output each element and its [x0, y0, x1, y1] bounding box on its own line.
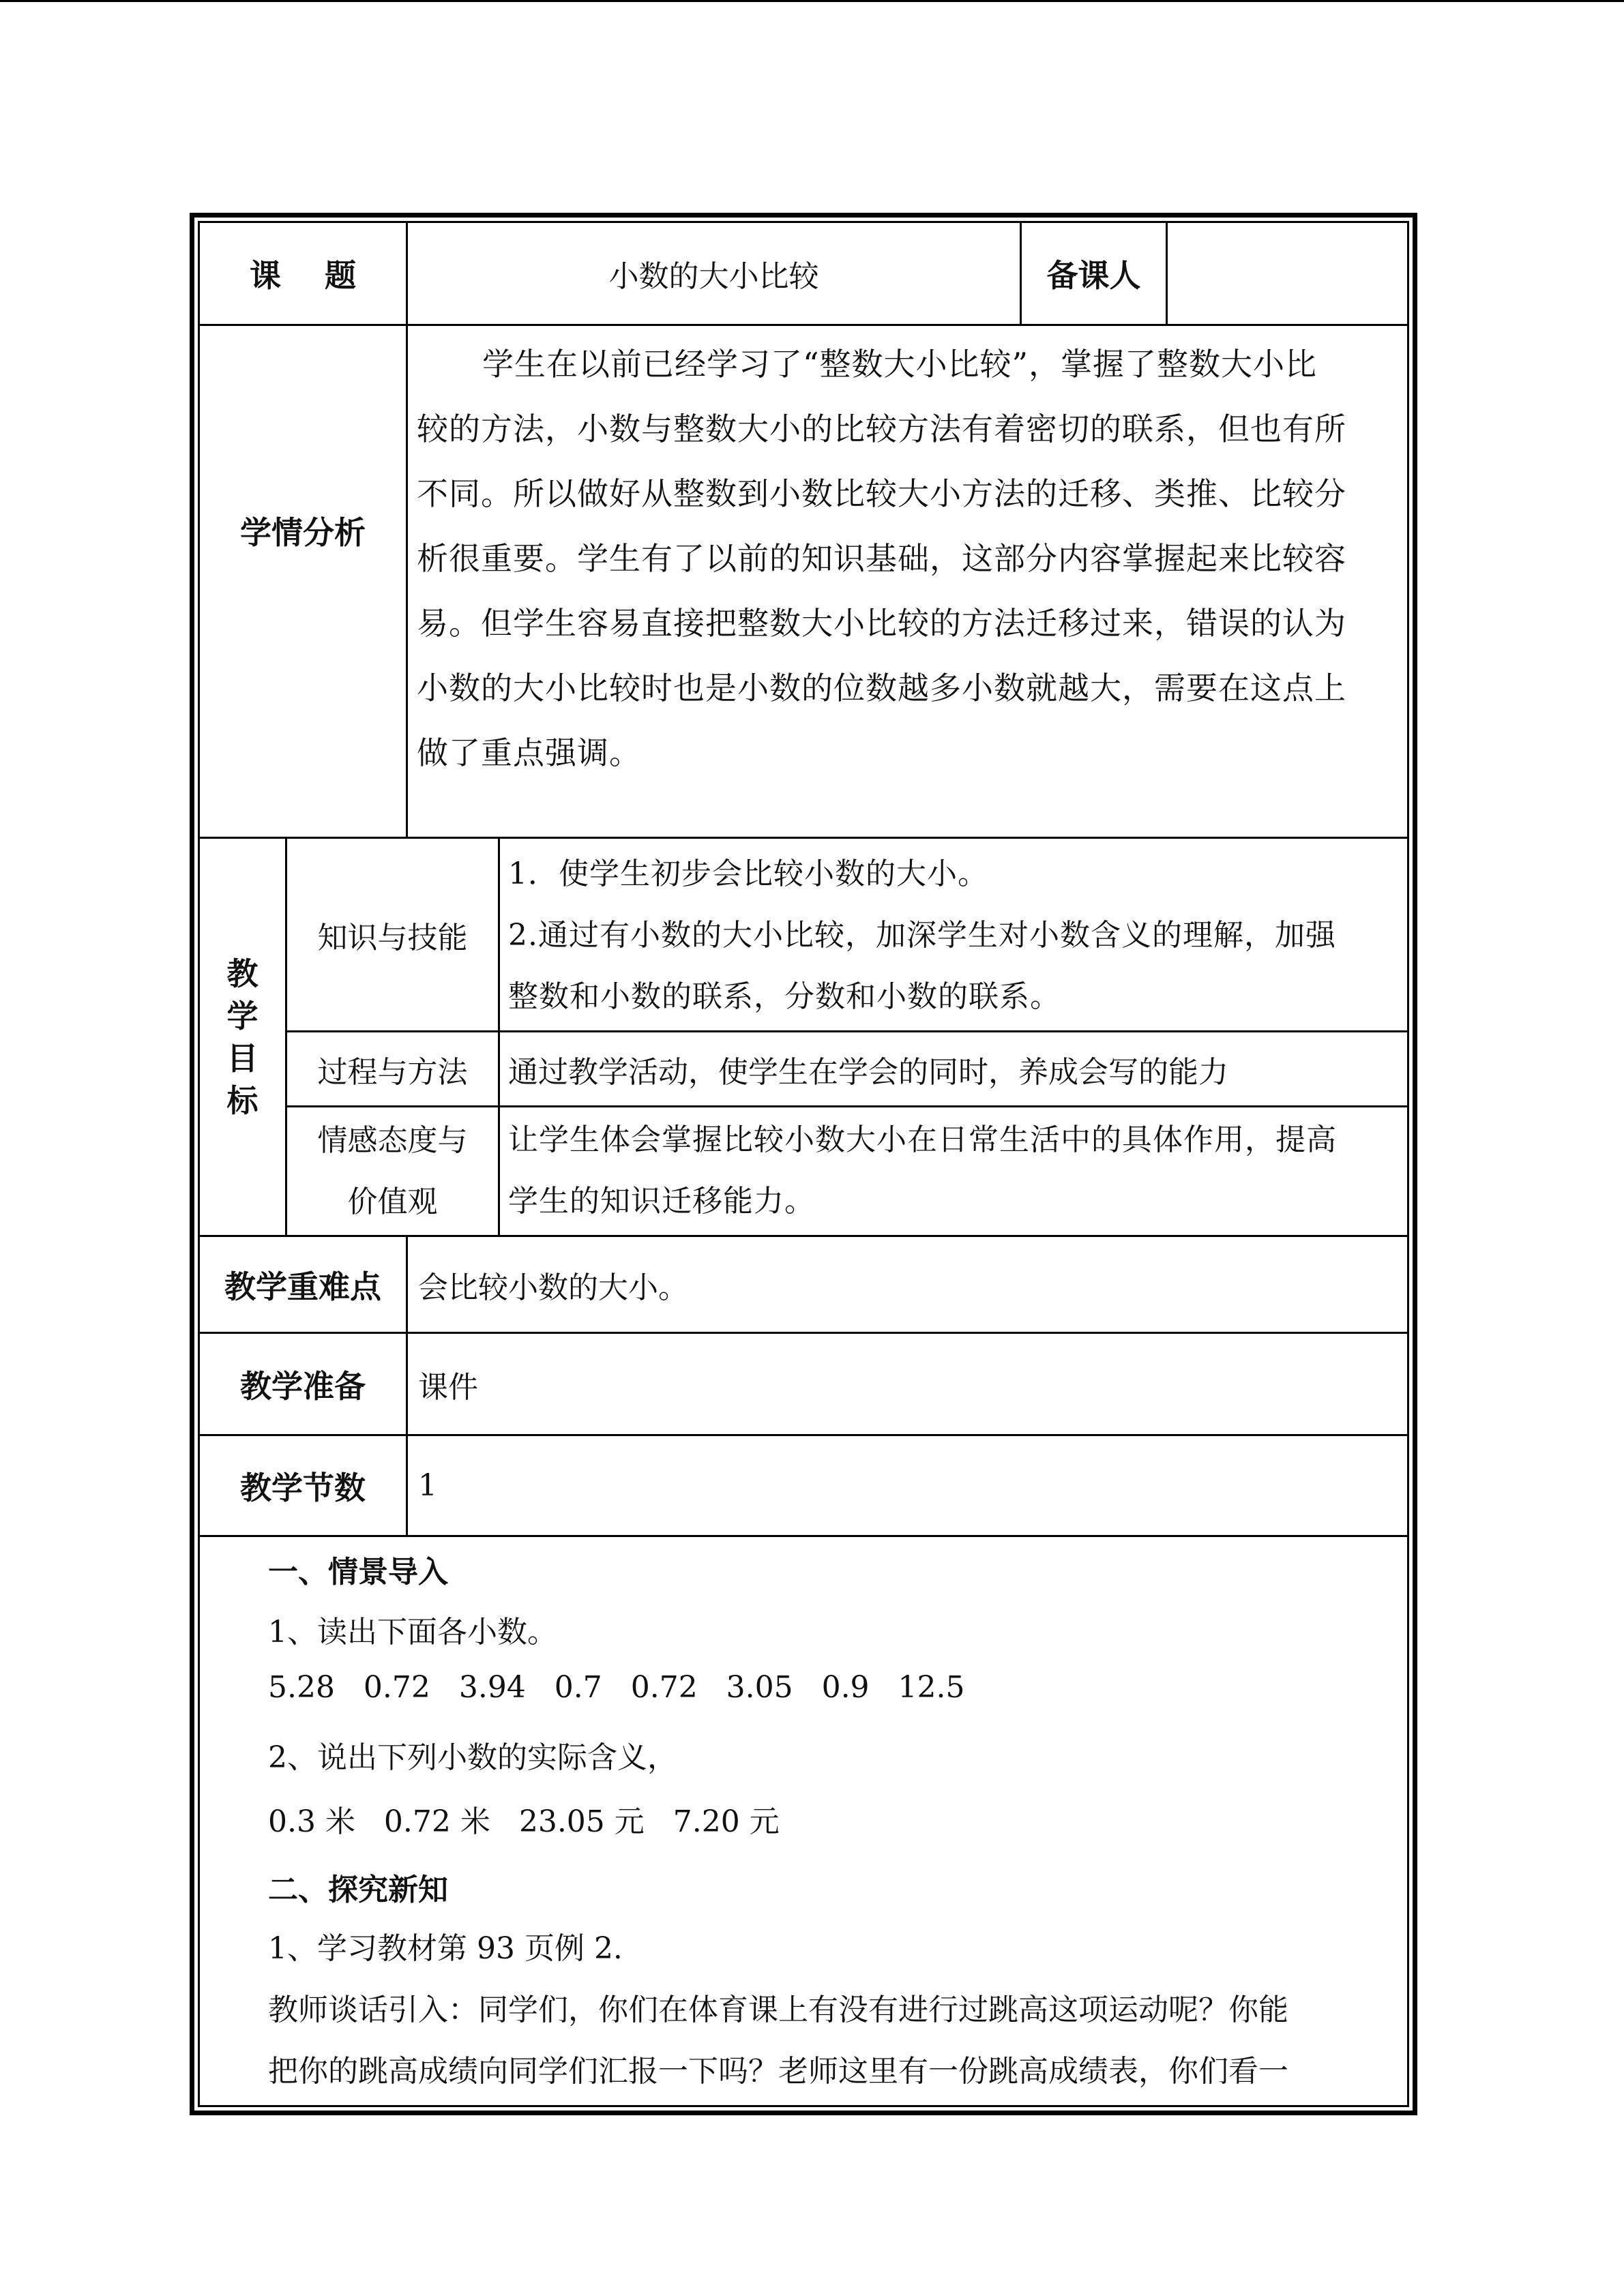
key-points-label: 教学重难点 [224, 1268, 381, 1305]
preparation-label: 教学准备 [240, 1367, 366, 1405]
process-line: 把你的跳高成绩向同学们汇报一下吗？老师这里有一份跳高成绩表，你们看一 [268, 2054, 1288, 2089]
page-top-border [0, 0, 1624, 2]
category-line: 价值观 [347, 1184, 438, 1219]
analysis-line: 易。但学生容易直接把整数大小比较的方法迁移过来，错误的认为 [417, 605, 1346, 642]
objective-line: 学生的知识迁移能力。 [508, 1184, 815, 1219]
row-divider [200, 1535, 1409, 1537]
col-divider [406, 1235, 408, 1535]
analysis-line: 小数的大小比较时也是小数的位数越多小数就越大，需要在这点上 [417, 670, 1346, 706]
preparer-value [1168, 223, 1409, 324]
analysis-line: 不同。所以做好从整数到小数比较大小方法的迁移、类推、比较分 [417, 475, 1346, 512]
process-line: 1、读出下面各小数。 [268, 1615, 557, 1650]
topic-label: 课 题 [249, 257, 357, 294]
objective-line: 1．使学生初步会比较小数的大小。 [508, 856, 988, 891]
objective-category-knowledge: 知识与技能 [317, 920, 468, 955]
preparer-label: 备课人 [1046, 257, 1141, 294]
process-line: 1、学习教材第 93 页例 2. [268, 1931, 623, 1966]
topic-value: 小数的大小比较 [608, 259, 819, 294]
process-line: 教师谈话引入：同学们，你们在体育课上有没有进行过跳高这项运动呢？你能 [268, 1993, 1288, 2027]
analysis-line: 做了重点强调。 [417, 734, 641, 771]
category-line: 情感态度与 [317, 1122, 468, 1158]
objective-line: 通过教学活动，使学生在学会的同时，养成会写的能力 [508, 1054, 1228, 1090]
objective-category-process: 过程与方法 [317, 1054, 468, 1090]
process-line: 2、说出下列小数的实际含义， [268, 1740, 677, 1775]
col-divider [498, 837, 500, 1235]
decimal-values: 0.3 米 0.72 米 23.05 元 7.20 元 [268, 1804, 780, 1839]
objective-knowledge-text [508, 844, 1408, 1028]
analysis-line: 较的方法，小数与整数大小的比较方法有着密切的联系，但也有所 [417, 411, 1346, 447]
section-heading: 二、探究新知 [268, 1873, 448, 1907]
objective-line: 2.通过有小数的大小比较，加深学生对小数含义的理解，加强 [508, 918, 1336, 953]
objective-process-text [508, 1032, 1408, 1105]
objective-category-attitude [287, 1107, 498, 1235]
objective-line: 整数和小数的联系，分数和小数的联系。 [508, 979, 1061, 1014]
periods-value: 1 [418, 1468, 437, 1503]
key-points-value: 会比较小数的大小。 [418, 1270, 688, 1305]
objective-line: 让学生体会掌握比较小数大小在日常生活中的具体作用，提高 [508, 1122, 1337, 1157]
objectives-label: 教学目标 [226, 955, 259, 1119]
periods-label: 教学节数 [240, 1469, 366, 1506]
decimal-list: 5.28 0.72 3.94 0.7 0.72 3.05 0.9 12.5 [268, 1670, 965, 1705]
objectives-label-cell [200, 839, 285, 1235]
analysis-text [417, 332, 1399, 786]
objective-attitude-text [508, 1109, 1408, 1232]
section-heading: 一、情景导入 [268, 1555, 448, 1590]
lesson-plan-table [198, 221, 1409, 2107]
preparation-value: 课件 [418, 1369, 478, 1405]
analysis-line: 学生在以前已经学习了“整数大小比较”，掌握了整数大小比 [482, 346, 1318, 383]
analysis-line: 析很重要。学生有了以前的知识基础，这部分内容掌握起来比较容 [417, 540, 1346, 577]
analysis-label: 学情分析 [240, 514, 366, 551]
